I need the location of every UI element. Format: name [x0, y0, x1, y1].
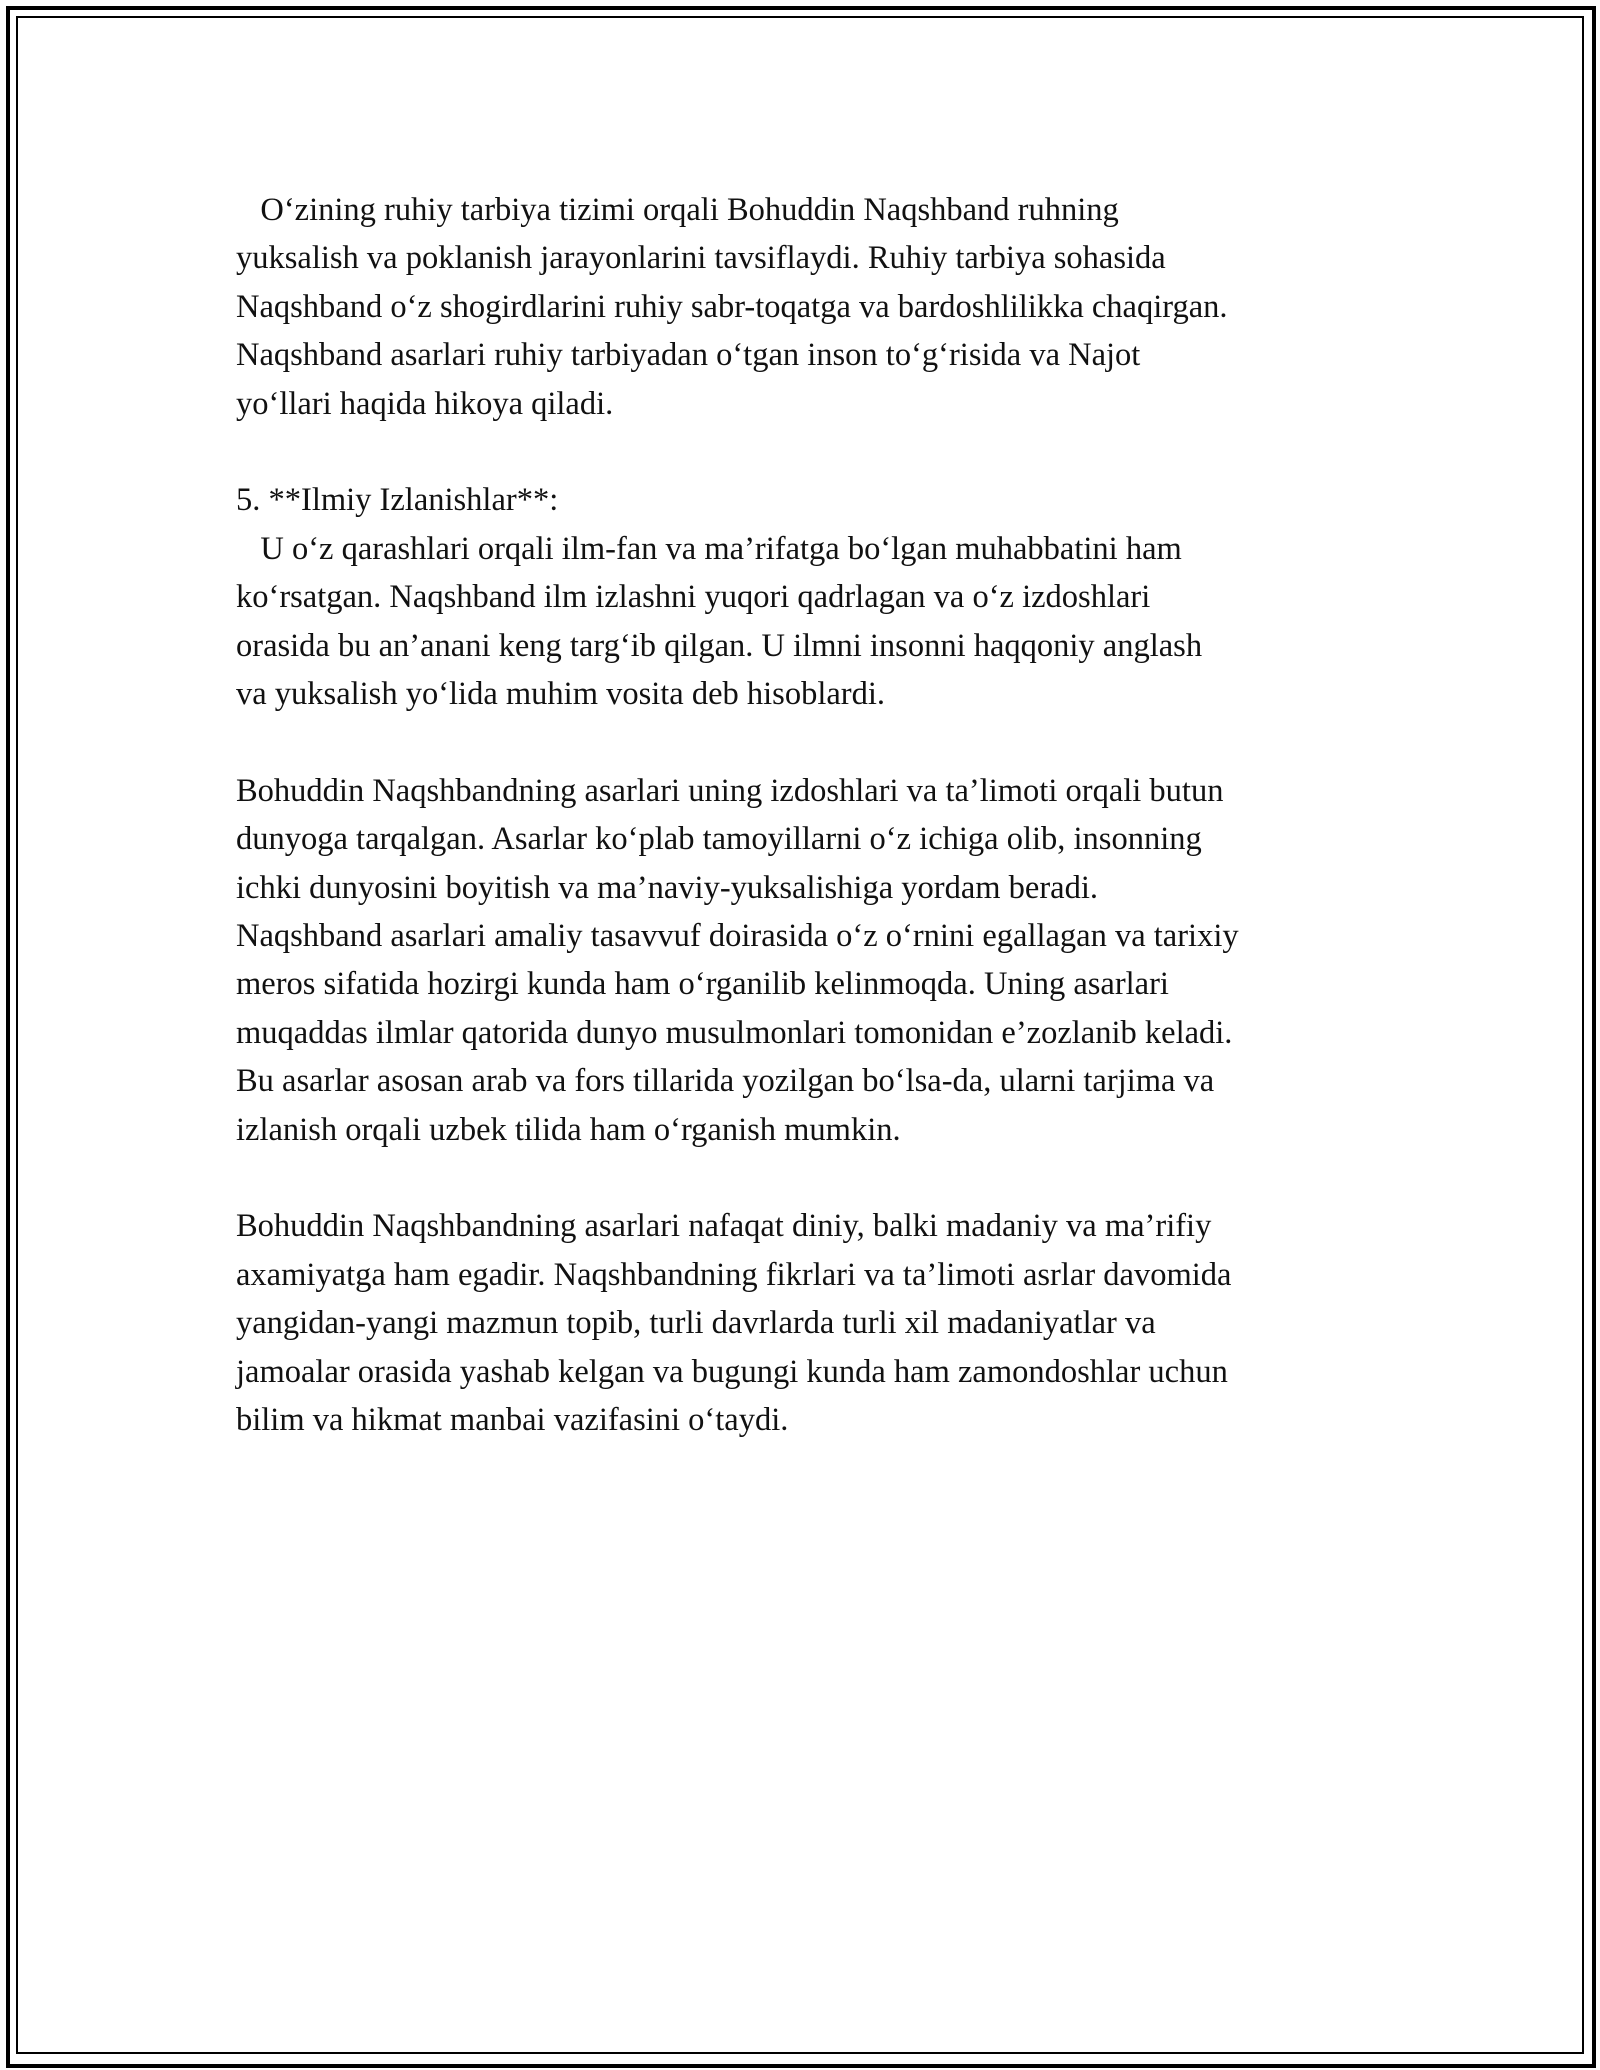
text-line: jamoalar orasida yashab kelgan va bugungi kunda ham zamondoshlar uchun [236, 1353, 1228, 1390]
text-line: axamiyatga ham egadir. Naqshbandning fikrlari va ta’limoti asrlar davomida [236, 1256, 1232, 1293]
text-line: U o‘z qarashlari orqali ilm-fan va ma’rifatga bo‘lgan muhabbatini ham [236, 530, 1182, 567]
text-line: meros sifatida hozirgi kunda ham o‘rganilib kelinmoqda. Uning asarlari [236, 966, 1169, 1003]
paragraph-cultural-significance [236, 1202, 1396, 1444]
text-line: Bohuddin Naqshbandning asarlari nafaqat diniy, balki madaniy va ma’rifiy [236, 1208, 1212, 1245]
text-line: Naqshband asarlari ruhiy tarbiyadan o‘tgan inson to‘g‘risida va Najot [236, 337, 1141, 374]
text-line: Naqshband o‘z shogirdlarini ruhiy sabr-toqatga va bardoshlilikka chaqirgan. [236, 288, 1228, 325]
text-line: ichki dunyosini boyitish va ma’naviy-yuksalishiga yordam beradi. [236, 869, 1098, 906]
text-line: Bohuddin Naqshbandning asarlari uning izdoshlari va ta’limoti orqali butun [236, 772, 1224, 809]
document-body [236, 186, 1396, 1445]
paragraph-works-spread [236, 767, 1396, 1154]
text-line: orasida bu an’anani keng targ‘ib qilgan. U ilmni insonni haqqoniy anglash [236, 627, 1203, 664]
text-line: Bu asarlar asosan arab va fors tillarida yozilgan bo‘lsa-da, ularni tarjima va [236, 1063, 1215, 1100]
text-line: yangidan-yangi mazmun topib, turli davrlarda turli xil madaniyatlar va [236, 1305, 1156, 1342]
text-line: dunyoga tarqalgan. Asarlar ko‘plab tamoyillarni o‘z ichiga olib, insonning [236, 821, 1202, 858]
text-line: Naqshband asarlari amaliy tasavvuf doirasida o‘z o‘rnini egallagan va tarixiy [236, 918, 1239, 955]
section-heading: 5. **Ilmiy Izlanishlar**: [236, 482, 559, 519]
text-line: va yuksalish yo‘lida muhim vosita deb hisoblardi. [236, 676, 886, 713]
text-line: yo‘llari haqida hikoya qiladi. [236, 385, 614, 422]
text-line: yuksalish va poklanish jarayonlarini tavsiflaydi. Ruhiy tarbiya sohasida [236, 240, 1166, 277]
paragraph-scientific-research [236, 476, 1396, 718]
text-line: O‘zining ruhiy tarbiya tizimi orqali Bohuddin Naqshband ruhning [236, 192, 1119, 228]
paragraph-spiritual-education [236, 186, 1396, 428]
text-line: ko‘rsatgan. Naqshband ilm izlashni yuqori qadrlagan va o‘z izdoshlari [236, 579, 1151, 616]
text-line: muqaddas ilmlar qatorida dunyo musulmonlari tomonidan e’zozlanib keladi. [236, 1014, 1233, 1051]
text-line: izlanish orqali uzbek tilida ham o‘rganish mumkin. [236, 1111, 901, 1148]
text-line: bilim va hikmat manbai vazifasini o‘taydi. [236, 1402, 789, 1439]
